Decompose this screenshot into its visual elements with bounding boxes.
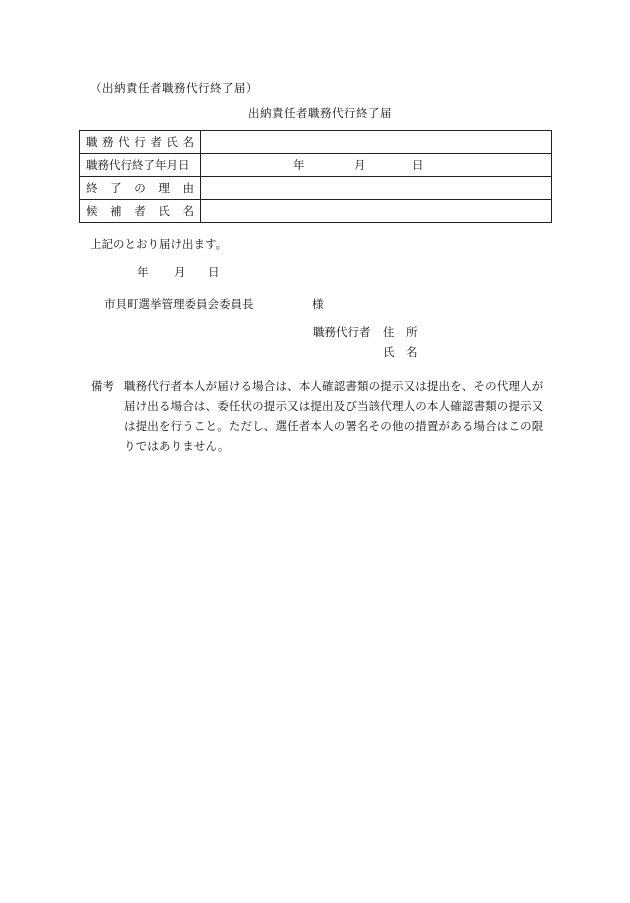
document-title: 出納責任者職務代行終了届 xyxy=(248,106,392,120)
remarks-line: 届け出る場合は、委任状の提示又は提出及び当該代理人の本人確認書類の提示又 xyxy=(124,399,544,413)
remarks-line: りではありません。 xyxy=(124,439,230,453)
name-label: 氏 名 xyxy=(383,345,418,359)
row-label-agent-name: 職 務 代 行 者 氏 名 xyxy=(80,131,201,154)
remarks-line: は提出を行うこと。ただし、選任者本人の署名その他の措置がある場合はこの限 xyxy=(124,419,544,433)
form-table xyxy=(79,130,552,223)
submission-month-unit: 月 xyxy=(174,265,186,279)
month-unit: 月 xyxy=(354,158,366,172)
table-row xyxy=(80,200,552,223)
form-label: （出納責任者職務代行終了届） xyxy=(90,81,258,95)
agent-name-field[interactable] xyxy=(201,131,552,154)
addressee: 市貝町選挙管理委員会委員長 xyxy=(104,297,254,311)
address-label: 住 所 xyxy=(383,325,418,339)
end-date-field[interactable] xyxy=(201,154,552,177)
year-unit: 年 xyxy=(293,158,305,172)
row-label-reason: 終 了 の 理 由 xyxy=(80,177,201,200)
row-label-candidate-name: 候 補 者 氏 名 xyxy=(80,200,201,223)
table-row xyxy=(80,177,552,200)
honorific: 様 xyxy=(312,297,324,311)
submission-day-unit: 日 xyxy=(208,265,220,279)
day-unit: 日 xyxy=(412,158,424,172)
reason-field[interactable] xyxy=(201,177,552,200)
remarks-label: 備考 xyxy=(91,379,114,393)
acknowledgement-text: 上記のとおり届け出ます。 xyxy=(90,237,228,251)
remarks-line: 職務代行者本人が届ける場合は、本人確認書類の提示又は提出を、その代理人が xyxy=(124,379,544,393)
table-row xyxy=(80,131,552,154)
row-label-end-date: 職務代行終了年月日 xyxy=(80,154,201,177)
submission-year-unit: 年 xyxy=(137,265,149,279)
table-row xyxy=(80,154,552,177)
candidate-name-field[interactable] xyxy=(201,200,552,223)
agent-label: 職務代行者 xyxy=(313,325,371,339)
